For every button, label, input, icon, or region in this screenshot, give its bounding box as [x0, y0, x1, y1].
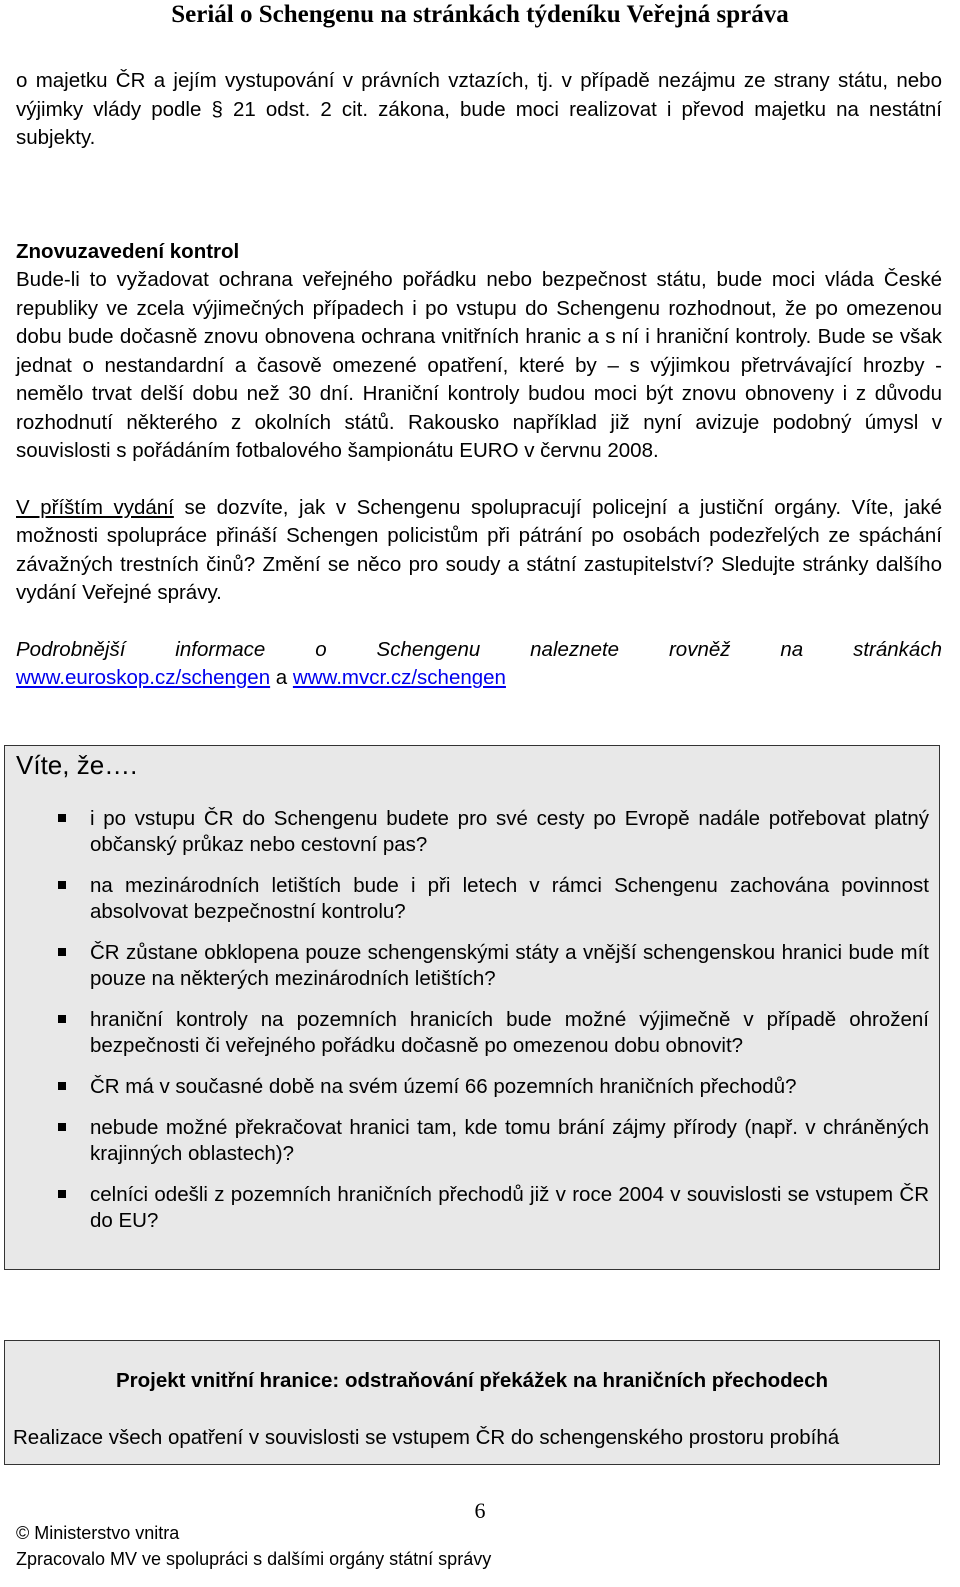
next-issue-paragraph [16, 494, 942, 608]
project-title: Projekt vnitřní hranice: odstraňování překážek na hraničních přechodech [115, 1369, 828, 1392]
intro-paragraph: o majetku ČR a jejím vystupování v právních vztazích, tj. v případě nezájmu ze strany státu, nebo výjimky vlády podle § 21 odst. 2 cit. zákona, bude moci realizovat i převod majetku na nestátní subjekty. [16, 69, 942, 149]
list-item: nebude možné překračovat hranici tam, kde tomu brání zájmy přírody (např. v chráněných krajinných oblastech)? [15, 1115, 929, 1167]
did-you-know-list [15, 806, 929, 1234]
list-item: hraniční kontroly na pozemních hranicích bude možné výjimečně v případě ohrožení bezpečnosti či veřejného pořádku dočasně po omezenou dobu obnovit? [15, 1007, 929, 1059]
section-heading: Znovuzavedení kontrol [16, 239, 240, 263]
did-you-know-box [4, 745, 940, 1270]
main-content [16, 67, 942, 693]
link-separator: a [270, 666, 293, 689]
list-item: na mezinárodních letištích bude i při letech v rámci Schengenu zachována povinnost absolvovat bezpečnostní kontrolu? [15, 873, 929, 925]
next-issue-label: V příštím vydání [16, 495, 174, 519]
project-text: Realizace všech opatření v souvislosti se vstupem ČR do schengenského prostoru probíhá [13, 1425, 840, 1449]
more-info-text: Podrobnější informace o Schengenu naleznete rovněž na stránkách [16, 637, 942, 661]
list-item: ČR má v současné době na svém území 66 pozemních hraničních přechodů? [15, 1074, 929, 1100]
mvcr-link[interactable]: www.mvcr.cz/schengen [292, 666, 506, 689]
euroskop-link[interactable]: www.euroskop.cz/schengen [16, 666, 271, 689]
page-header: Seriál o Schengenu na stránkách týdeníku Veřejná správa [171, 1, 789, 28]
footer-prepared-by: Zpracovalo MV ve spolupráci s dalšími orgány státní správy [16, 1549, 492, 1569]
list-item: i po vstupu ČR do Schengenu budete pro své cesty po Evropě nadále potřebovat platný občanský průkaz nebo cestovní pas? [15, 806, 929, 858]
list-item: ČR zůstane obklopena pouze schengenskými státy a vnější schengenskou hranici bude mít pouze na některých mezinárodních letištích? [15, 940, 929, 992]
section-body: Bude-li to vyžadovat ochrana veřejného pořádku nebo bezpečnost státu, bude moci vláda České republiky ve zcela výjimečných případech i po vstupu do Schengenu rozhodnout, že po omezenou dobu bude dočasně znovu obnovena ochrana vnitřních hranic a s ní i hraniční kontroly. Bude se však jednat o nestandardní a časově omezené opatření, které by – s výjimkou přetrvávající hrozby - nemělo trvat delší dobu než 30 dní. Hraniční kontroly budou moci být znovu obnoveny i z důvodu rozhodnutí některého z okolních států. Rakousko například již nyní avizuje podobný úmysl v souvislosti s pořádáním fotbalového šampionátu EURO v červnu 2008. [16, 268, 942, 462]
project-box [4, 1340, 940, 1465]
more-info-paragraph [16, 636, 942, 693]
next-issue-text: se dozvíte, jak v Schengenu spolupracují policejní a justiční orgány. Víte, jaké možnosti spolupráce přináší Schengen policistům při pátrání po osobách podezřelých ze spáchání závažných trestních činů? Změní se něco pro soudy a státní zastupitelství? Sledujte stránky dalšího vydání Veřejné správy. [16, 495, 942, 604]
list-item: celníci odešli z pozemních hraničních přechodů již v roce 2004 v souvislosti se vstupem ČR do EU? [15, 1182, 929, 1234]
footer-copyright: © Ministerstvo vnitra [16, 1523, 180, 1543]
did-you-know-title: Víte, že…. [16, 750, 138, 780]
page-number: 6 [474, 1498, 486, 1523]
